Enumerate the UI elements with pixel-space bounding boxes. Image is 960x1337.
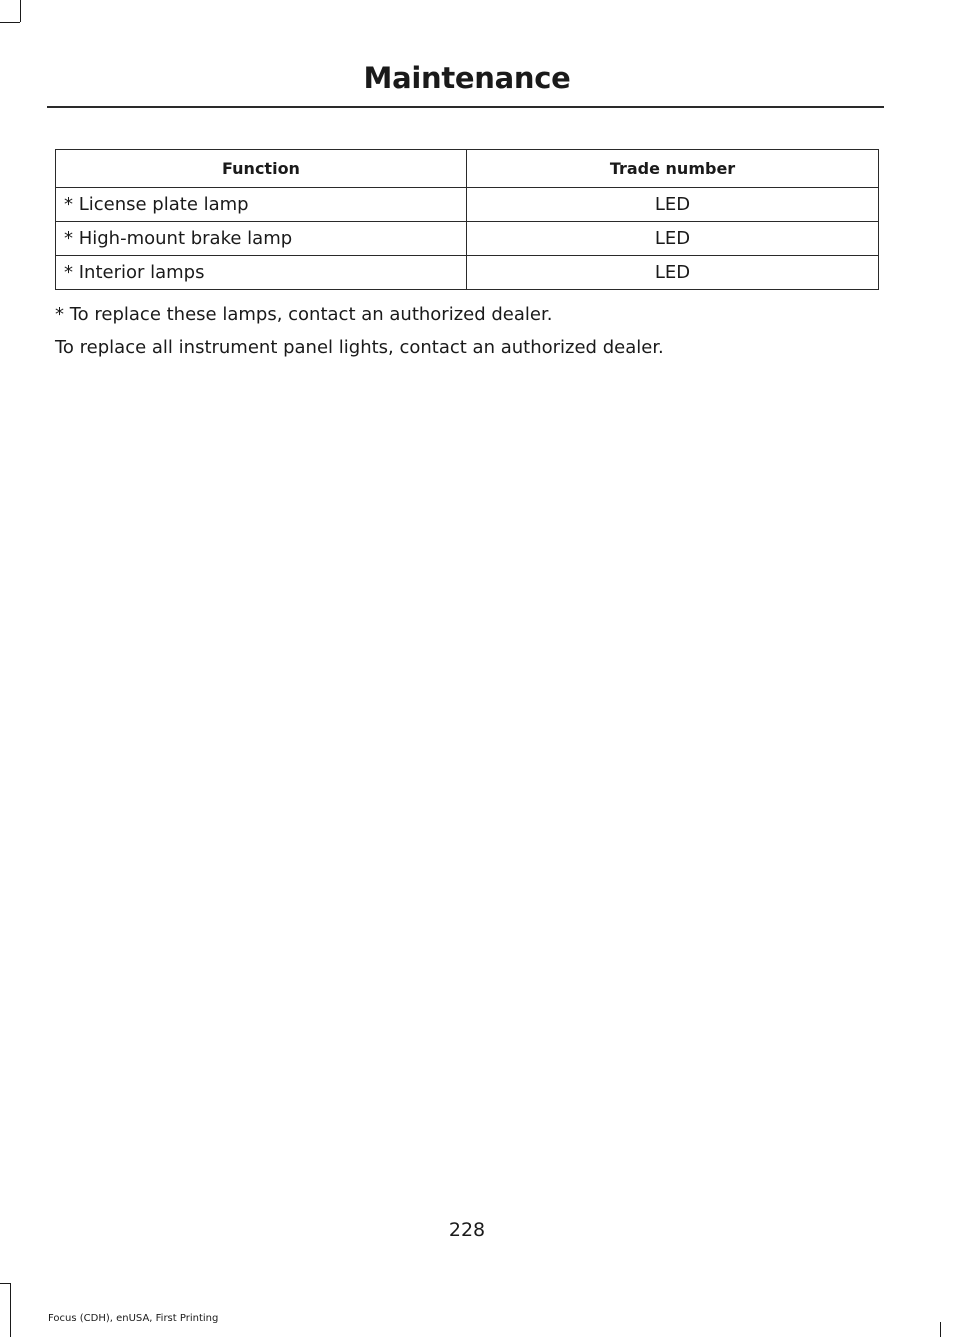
- table-header-row: [56, 150, 879, 188]
- crop-mark-top-left-vertical: [20, 0, 21, 22]
- trade-number-cell: LED: [467, 256, 879, 290]
- title-divider: [47, 106, 884, 108]
- function-cell: * Interior lamps: [56, 256, 467, 290]
- instrument-panel-note: To replace all instrument panel lights, contact an authorized dealer.: [55, 337, 664, 358]
- edition-footer: Focus (CDH), enUSA, First Printing: [48, 1313, 219, 1324]
- bulb-table: [55, 149, 879, 290]
- function-cell: * License plate lamp: [56, 188, 467, 222]
- page-title: Maintenance: [363, 61, 571, 95]
- crop-mark-bottom-left-horizontal: [0, 1283, 11, 1284]
- table-row: [56, 256, 879, 290]
- function-cell: * High-mount brake lamp: [56, 222, 467, 256]
- column-header-function: Function: [56, 150, 467, 188]
- trade-number-cell: LED: [467, 222, 879, 256]
- crop-mark-top-left-horizontal: [0, 22, 20, 23]
- crop-mark-bottom-left-vertical: [10, 1283, 11, 1337]
- crop-mark-bottom-right-vertical: [940, 1322, 941, 1337]
- table-row: [56, 188, 879, 222]
- table-row: [56, 222, 879, 256]
- column-header-trade-number: Trade number: [467, 150, 879, 188]
- page-number: 228: [448, 1219, 486, 1241]
- trade-number-cell: LED: [467, 188, 879, 222]
- asterisk-footnote: * To replace these lamps, contact an authorized dealer.: [55, 304, 553, 325]
